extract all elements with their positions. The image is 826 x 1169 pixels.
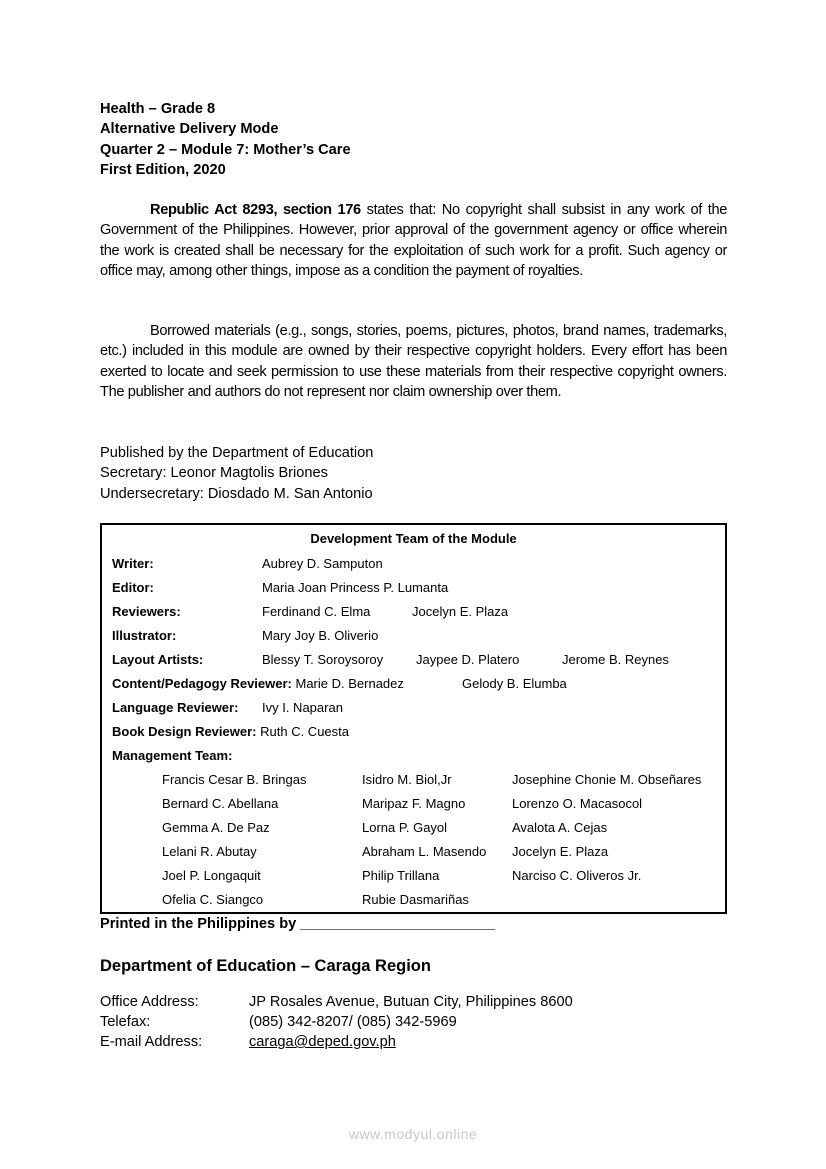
management-member: Narciso C. Oliveros Jr.: [512, 868, 642, 883]
book-design-reviewer-name: Ruth C. Cuesta: [260, 724, 349, 739]
telefax-label: Telefax:: [100, 1014, 151, 1030]
team-title: Development Team of the Module: [310, 531, 517, 546]
office-address-label: Office Address:: [100, 994, 199, 1010]
layout-artists-label: Layout Artists:: [112, 652, 204, 667]
management-member: Avalota A. Cejas: [512, 820, 608, 835]
copyright-text: states that: No copyright shall subsist in any work of the Government of the Philippines. However, prior approval of the government agency or office wherein the work is created shall be necessary for the exploitation of such work for a profit. Such agency or office may, among other things, impose as a condition the payment of royalties.: [100, 202, 728, 279]
delivery-mode: Alternative Delivery Mode: [100, 121, 279, 138]
office-address-value: JP Rosales Avenue, Butuan City, Philippines 8600: [249, 994, 573, 1010]
editor-label: Editor:: [112, 580, 154, 595]
management-member: Lelani R. Abutay: [162, 844, 257, 859]
reviewers-row: [112, 604, 509, 619]
management-member: Lorenzo O. Macasocol: [512, 796, 643, 811]
content-reviewer-label: Content/Pedagogy Reviewer:: [112, 676, 292, 691]
management-member: Gemma A. De Paz: [162, 820, 270, 835]
management-member: Joel P. Longaquit: [162, 868, 261, 883]
layout-artist-name: Jaypee D. Platero: [416, 652, 520, 667]
management-team-label: Management Team:: [112, 748, 233, 763]
management-member: Philip Trillana: [362, 868, 440, 883]
management-member: Josephine Chonie M. Obseñares: [512, 772, 702, 787]
management-member: Ofelia C. Siangco: [162, 892, 264, 907]
watermark: www.modyul.online: [348, 1126, 478, 1142]
content-reviewer-row: [112, 676, 567, 691]
editor-row: [112, 580, 449, 595]
management-member: Lorna P. Gayol: [362, 820, 448, 835]
layout-artists-row: [112, 652, 669, 667]
module-header: [100, 99, 351, 180]
development-team-box: [100, 523, 727, 914]
borrowed-materials-paragraph: [100, 321, 727, 402]
language-reviewer-name: Ivy I. Naparan: [262, 700, 343, 715]
content-reviewer-name: Gelody B. Elumba: [462, 676, 567, 691]
management-member: Bernard C. Abellana: [162, 796, 279, 811]
email-link[interactable]: caraga@deped.gov.ph: [249, 1034, 396, 1050]
region-heading: Department of Education – Caraga Region: [100, 957, 431, 975]
reviewer-name: Ferdinand C. Elma: [262, 604, 371, 619]
telefax-value: (085) 342-8207/ (085) 342-5969: [249, 1014, 457, 1030]
management-member: Isidro M. Biol,Jr: [362, 772, 452, 787]
management-team-row: [112, 748, 232, 763]
management-member: Rubie Dasmariñas: [362, 892, 469, 907]
email-label: E-mail Address:: [100, 1034, 203, 1050]
book-design-reviewer-row: [112, 724, 349, 739]
copyright-law-reference: Republic Act 8293, section 176: [150, 202, 361, 218]
management-member: Jocelyn E. Plaza: [512, 844, 609, 859]
management-member: Abraham L. Masendo: [362, 844, 487, 859]
publication-info: [100, 443, 373, 504]
module-title: Quarter 2 – Module 7: Mother’s Care: [100, 141, 351, 158]
edition: First Edition, 2020: [100, 161, 226, 178]
illustrator-name: Mary Joy B. Oliverio: [262, 628, 379, 643]
layout-artist-name: Jerome B. Reynes: [562, 652, 669, 667]
management-member: Francis Cesar B. Bringas: [162, 772, 307, 787]
language-reviewer-row: [112, 700, 343, 715]
content-reviewer-name: Marie D. Bernadez: [295, 676, 404, 691]
illustrator-row: [112, 628, 379, 643]
undersecretary: Undersecretary: Diosdado M. San Antonio: [100, 485, 373, 502]
illustrator-label: Illustrator:: [112, 628, 177, 643]
subject-grade: Health – Grade 8: [100, 101, 216, 117]
copyright-paragraph: [100, 200, 727, 281]
reviewer-name: Jocelyn E. Plaza: [412, 604, 509, 619]
layout-artist-name: Blessy T. Soroysoroy: [262, 652, 384, 667]
borrowed-text: Borrowed materials (e.g., songs, stories, poems, pictures, photos, brand names, trademarks, etc.) included in this module are owned by their respective copyright holders. Every effort has been exerted to locate and seek permission to use these materials from their respective copyright owners. The publisher and authors do not represent nor claim ownership over them.: [100, 323, 727, 400]
printed-by-line: Printed in the Philippines by ________________________: [100, 916, 496, 932]
language-reviewer-label: Language Reviewer:: [112, 700, 239, 715]
writer-label: Writer:: [112, 556, 154, 571]
writer-row: [112, 556, 383, 571]
secretary: Secretary: Leonor Magtolis Briones: [100, 465, 328, 482]
book-design-reviewer-label: Book Design Reviewer:: [112, 724, 257, 739]
management-member: Maripaz F. Magno: [362, 796, 466, 811]
publisher: Published by the Department of Education: [100, 445, 374, 461]
reviewers-label: Reviewers:: [112, 604, 181, 619]
writer-name: Aubrey D. Samputon: [262, 556, 383, 571]
editor-name: Maria Joan Princess P. Lumanta: [262, 580, 449, 595]
